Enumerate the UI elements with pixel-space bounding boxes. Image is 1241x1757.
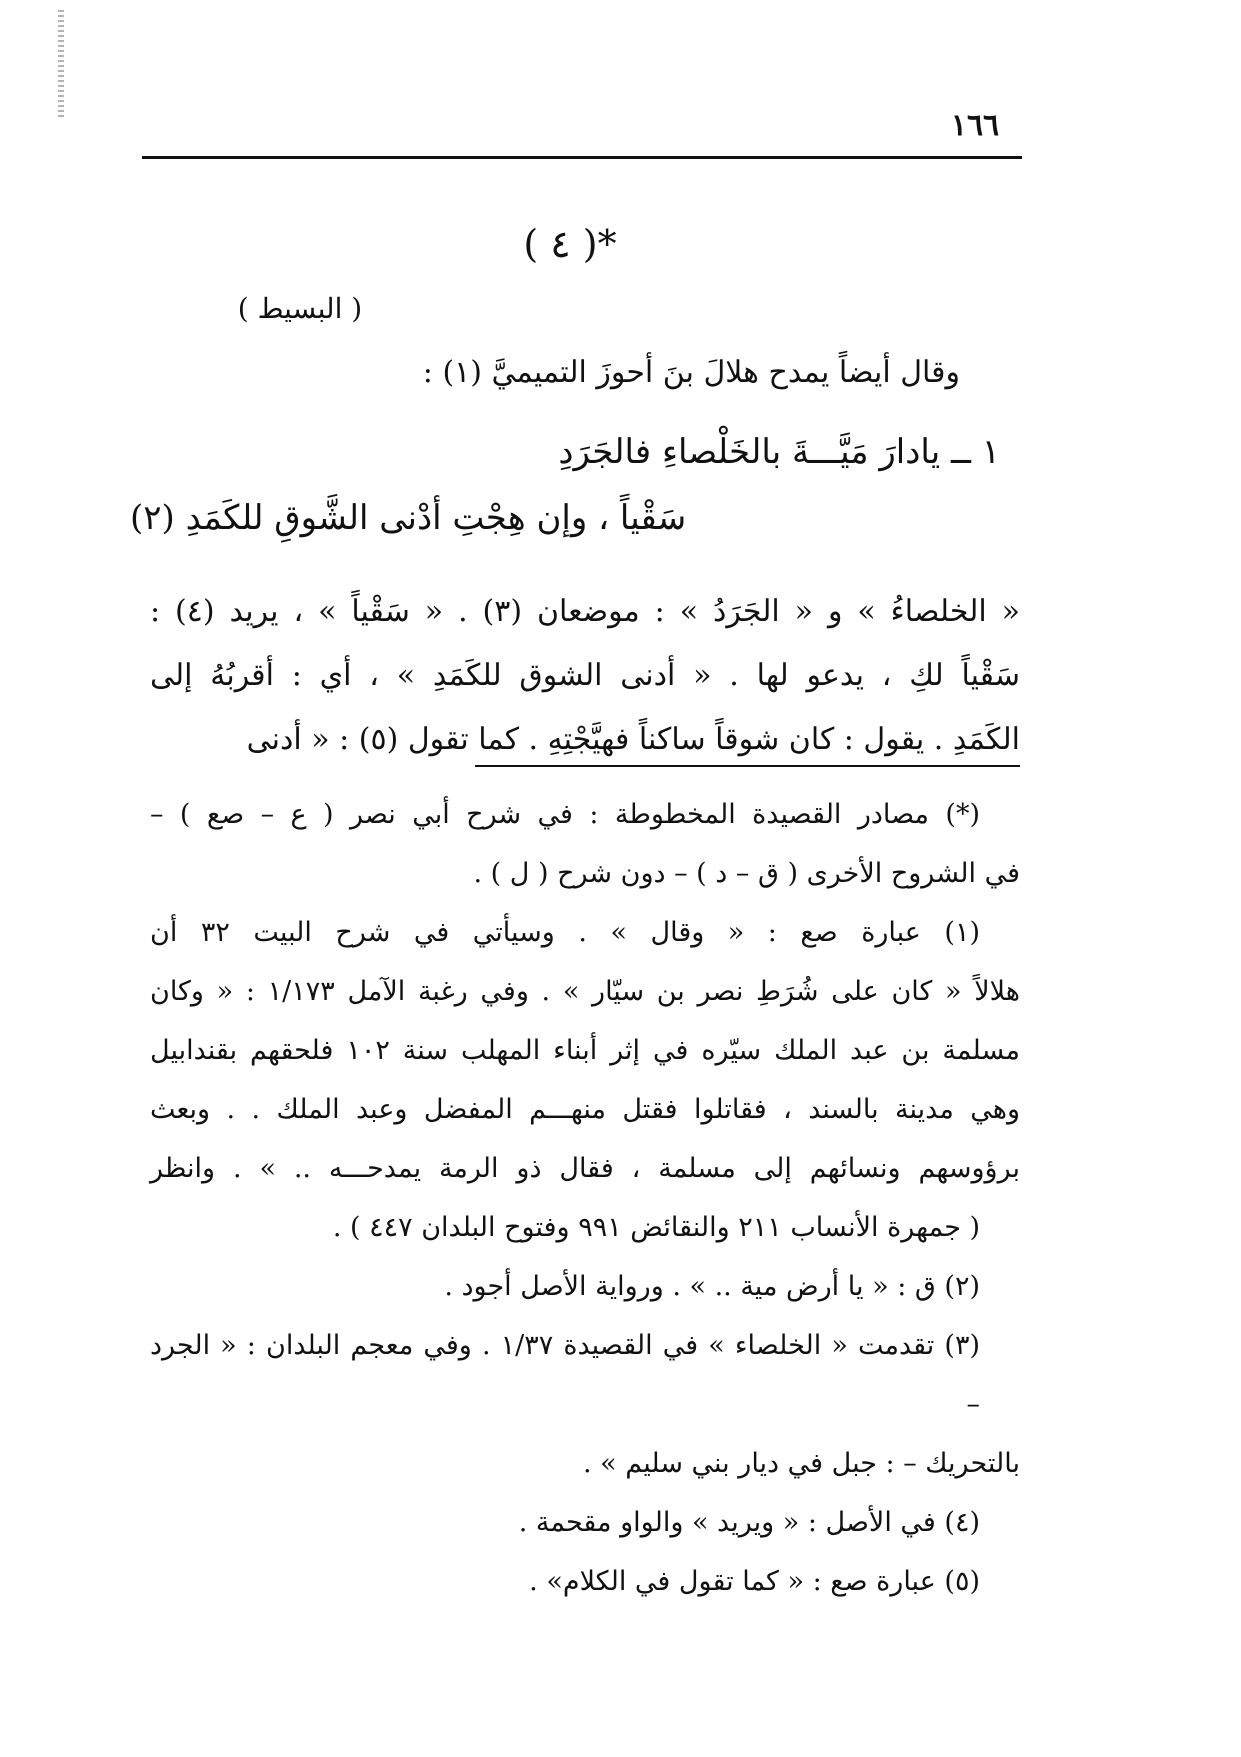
header-rule	[142, 156, 1022, 159]
commentary-line: « الخلصاءُ » و « الجَرَدُ » : موضعان (٣) . « سَقْياً » ، يريد (٤) :	[150, 594, 1020, 629]
footnote-3-line: (٣) تقدمت « الخلصاء » في القصيدة ١/٣٧ . وفي معجم البلدان : « الجرد –	[150, 1330, 980, 1420]
verse-first-hemistich: ١ ــ يادارَ مَيَّـــةَ بالخَلْصاءِ فالجَرَدِ	[558, 432, 1000, 472]
footnote-1-line: (١) عبارة صع : « وقال » . وسيأتي في شرح البيت ٣٢ أن	[150, 917, 980, 948]
verse-second-hemistich: سَقْياً ، وإن هِجْتِ أدْنى الشَّوقِ للكَمَدِ (٢)	[130, 498, 687, 538]
footnote-2: (٢) ق : « يا أرض مية .. » . ورواية الأصل أجود .	[444, 1271, 980, 1302]
commentary-line: سَقْياً لكِ ، يدعو لها . « أدنى الشوق للكَمَدِ » ، أي : أقربُهُ إلى	[150, 658, 1020, 693]
footnote-sources-line: (*) مصادر القصيدة المخطوطة : في شرح أبي نصر ( ع – صع ) –	[150, 799, 980, 830]
commentary	[150, 580, 1020, 772]
footnote-sources-line: في الشروح الأخرى ( ق – د ) – دون شرح ( ل ) .	[473, 858, 1020, 889]
footnotes	[150, 785, 1020, 1611]
page-number: ١٦٦	[950, 108, 1000, 143]
footnote-1-line: برؤوسهم ونسائهم إلى مسلمة ، فقال ذو الرمة يمدحـــه .. » . وانظر	[150, 1153, 1020, 1184]
footnote-1-line: ( جمهرة الأنساب ٢١١ والنقائض ٩٩١ وفتوح البلدان ٤٤٧ ) .	[332, 1212, 980, 1243]
scan-artifact	[58, 10, 64, 120]
poem-number: ( ٤ )*	[523, 222, 617, 266]
footnote-1-line: وهي مدينة بالسند ، فقاتلوا فقتل منهـــم المفضل وعبد الملك . . وبعث	[150, 1094, 1020, 1125]
footnote-4: (٤) في الأصل : « ويريد » والواو مقحمة .	[518, 1507, 980, 1538]
footnote-1-line: هلالاً « كان على شُرَطِ نصر بن سيّار » . وفي رغبة الآمل ١/١٧٣ : « وكان	[150, 976, 1020, 1007]
footnote-3-line: بالتحريك – : جبل في ديار بني سليم » .	[583, 1448, 1020, 1479]
commentary-line: الكَمَدِ . يقول : كان شوقاً ساكناً فهيَّجْتِهِ . كما تقول (٥) : « أدنى	[246, 722, 1020, 757]
footnote-rule	[475, 765, 1020, 767]
footnote-5: (٥) عبارة صع : « كما تقول في الكلام» .	[529, 1566, 980, 1597]
poem-intro: وقال أيضاً يمدح هلالَ بنَ أحوزَ التميميَّ (١) :	[422, 355, 960, 390]
footnote-1-line: مسلمة بن عبد الملك سيّره في إثر أبناء المهلب سنة ١٠٢ فلحقهم بقندابيل	[150, 1035, 1020, 1066]
poem-meter: ( البسيط )	[237, 292, 363, 325]
